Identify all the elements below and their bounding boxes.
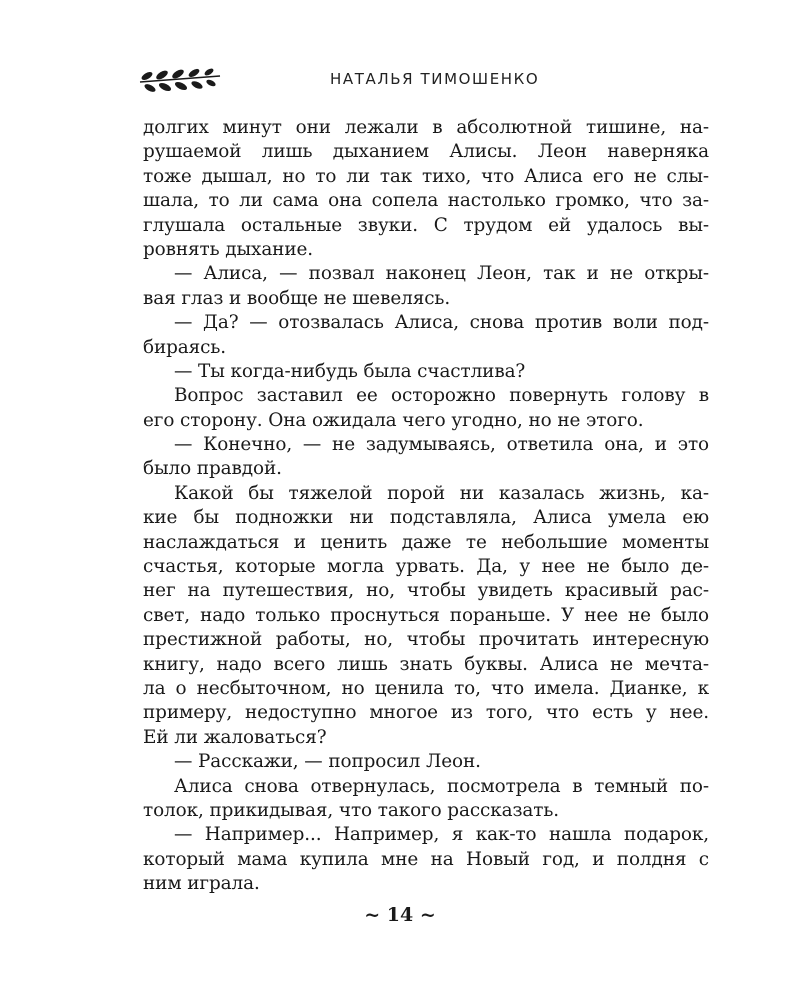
text-line: — Да? — отозвалась Алиса, снова против воли под- bbox=[174, 312, 709, 334]
text-line: наслаждаться и ценить даже те небольшие моменты bbox=[143, 531, 709, 553]
text-line: тоже дышал, но то ли так тихо, что Алиса его не слы- bbox=[143, 165, 709, 187]
text-line: вая глаз и вообще не шевелясь. bbox=[143, 287, 451, 309]
running-header bbox=[138, 64, 708, 100]
author-name: НАТАЛЬЯ ТИМОШЕНКО bbox=[330, 70, 540, 88]
text-line: шала, то ли сама она сопела настолько громко, что за- bbox=[143, 190, 709, 212]
text-line: — Конечно, — не задумываясь, ответила она, и это bbox=[174, 434, 709, 456]
text-line: свет, надо только проснуться пораньше. У нее не было bbox=[143, 604, 709, 626]
text-line: Ей ли жаловаться? bbox=[143, 726, 327, 748]
text-line: престижной работы, но, чтобы прочитать интересную bbox=[143, 629, 709, 651]
text-line: примеру, недоступно многое из того, что есть у нее. bbox=[143, 702, 709, 724]
text-line: который мама купила мне на Новый год, и полдня с bbox=[143, 848, 709, 870]
text-line: — Ты когда-нибудь была счастлива? bbox=[174, 360, 526, 382]
text-line: счастья, которые могла урвать. Да, у нее не было де- bbox=[143, 556, 709, 578]
text-line: книгу, надо всего лишь знать буквы. Алиса не мечта- bbox=[143, 653, 709, 675]
text-line: кие бы подножки ни подставляла, Алиса умела ею bbox=[143, 507, 709, 529]
text-line: его сторону. Она ожидала чего угодно, но не этого. bbox=[143, 409, 644, 431]
text-line: — Алиса, — позвал наконец Леон, так и не откры- bbox=[174, 263, 709, 285]
text-line: — Расскажи, — попросил Леон. bbox=[174, 751, 481, 773]
text-line: Вопрос заставил ее осторожно повернуть голову в bbox=[174, 385, 709, 407]
text-line: Алиса снова отвернулась, посмотрела в темный по- bbox=[174, 775, 709, 797]
text-line: рушаемой лишь дыханием Алисы. Леон наверняка bbox=[143, 141, 709, 163]
leafy-branch-icon bbox=[138, 64, 222, 100]
text-line: — Например... Например, я как-то нашла подарок, bbox=[174, 824, 709, 846]
text-line: Какой бы тяжелой порой ни казалась жизнь, ка- bbox=[174, 482, 709, 504]
text-line: было правдой. bbox=[143, 458, 282, 480]
text-line: нег на путешествия, но, чтобы увидеть красивый рас- bbox=[143, 580, 709, 602]
text-line: долгих минут они лежали в абсолютной тишине, на- bbox=[143, 117, 709, 138]
text-line: ла о несбыточном, но ценила то, что имела. Дианке, к bbox=[143, 677, 709, 699]
body-text bbox=[143, 116, 709, 897]
text-line: ровнять дыхание. bbox=[143, 238, 314, 260]
text-line: бираясь. bbox=[143, 336, 227, 358]
page-number: ~ 14 ~ bbox=[364, 904, 436, 926]
text-line: ним играла. bbox=[143, 873, 260, 895]
text-line: глушала остальные звуки. С трудом ей удалось вы- bbox=[143, 214, 709, 236]
text-line: толок, прикидывая, что такого рассказать. bbox=[143, 799, 560, 821]
